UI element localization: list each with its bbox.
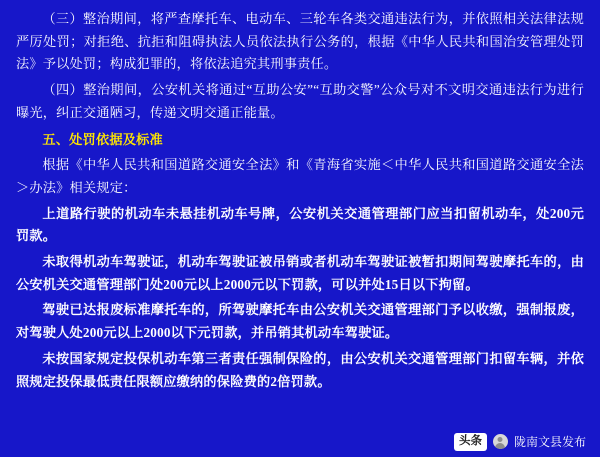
- document-body: [16, 8, 584, 393]
- paragraph-item-three: （三）整治期间，将严查摩托车、电动车、三轮车各类交通违法行为，并依照相关法律法规严厉处罚；对拒绝、抗拒和阻碍执法人员依法执行公务的，根据《中华人民共和国治安管理处罚法》予以处罚；构成犯罪的，将依法追究其刑事责任。: [16, 11, 584, 72]
- section-heading-penalty-basis: 五、处罚依据及标准: [42, 131, 163, 147]
- paragraph-rule-scrapped-motorcycle: 驾驶已达报废标准摩托车的，所驾驶摩托车由公安机关交通管理部门予以收缴，强制报废，对驾驶人处200元以上2000以下元罚款，并吊销其机动车驾驶证。: [16, 302, 584, 341]
- footer-watermark: [0, 427, 600, 457]
- paragraph-rule-no-license: 未取得机动车驾驶证，机动车驾驶证被吊销或者机动车驾驶证被暂扣期间驾驶摩托车的，由公安机关交通管理部门处200元以上2000元以下罚款，可以并处15日以下拘留。: [16, 254, 584, 292]
- paragraph-item-four: （四）整治期间，公安机关将通过“互助公安”“互助交警”公众号对不文明交通违法行为进行曝光，纠正交通陋习，传递文明交通正能量。: [16, 82, 584, 120]
- user-avatar-icon: [493, 434, 508, 449]
- paragraph-legal-basis: 根据《中华人民共和国道路交通安全法》和《青海省实施＜中华人民共和国道路交通安全法＞办法》相关规定：: [16, 157, 584, 195]
- paragraph-rule-no-insurance: 未按国家规定投保机动车第三者责任强制保险的，由公安机关交通管理部门扣留车辆，并依照规定投保最低责任限额应缴纳的保险费的2倍罚款。: [16, 350, 584, 389]
- publisher-name: 陇南文县发布: [513, 435, 586, 450]
- paragraph-rule-no-plate: 上道路行驶的机动车未悬挂机动车号牌，公安机关交通管理部门应当扣留机动车，处200元罚款。: [16, 205, 584, 244]
- toutiao-badge: 头条: [454, 433, 487, 451]
- footer-inner: [454, 433, 586, 451]
